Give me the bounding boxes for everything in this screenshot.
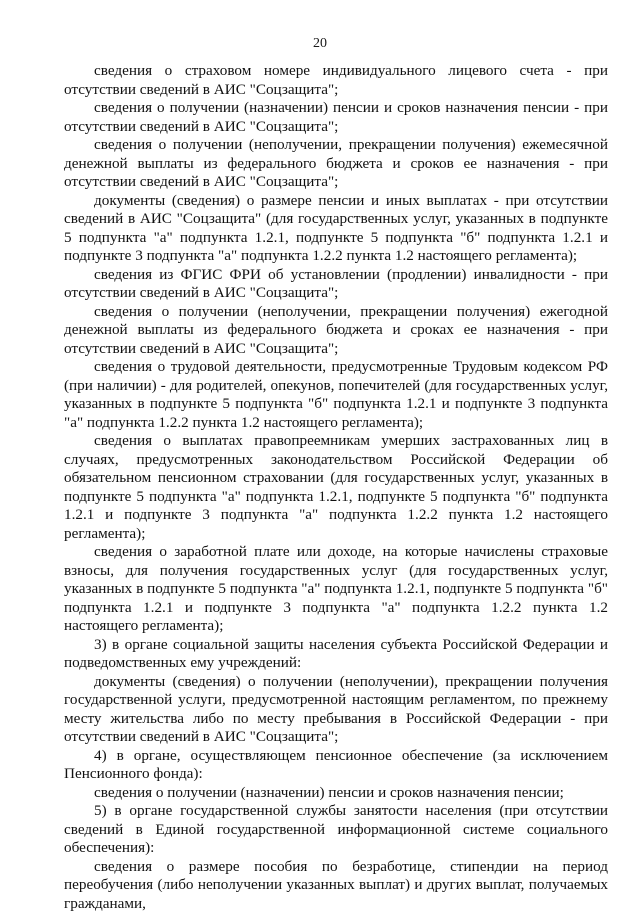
paragraph: сведения о заработной плате или доходе, на которые начислены страховые взносы, для получения государственных услуг (для государственных услуг, указанных в подпункте 5 подпункта "а" подпункта 1.2.1, подпункте 5 подпункта "б" подпункта 1.2.1 и подпункте 3 подпункта "а" подпункта 1.2.2 пункта 1.2 настоящего регламента); [64,543,608,636]
paragraph: документы (сведения) о размере пенсии и иных выплатах - при отсутствии сведений в АИС "Соцзащита" (для государственных услуг, указанных в подпункте 5 подпункта "а" подпункта 1.2.1, подпункте 5 подпункта "б" подпункта 1.2.1 и подпункте 3 подпункта "а" подпункта 1.2.2 пункта 1.2 настоящего регламента); [64,192,608,266]
paragraph: сведения о размере пособия по безработице, стипендии на период переобучения (либо неполучении указанных выплат) и других выплат, получаемых гражданами, [64,858,608,913]
page-number: 20 [0,36,640,52]
paragraph: 4) в органе, осуществляющем пенсионное обеспечение (за исключением Пенсионного фонда): [64,747,608,784]
paragraph: 3) в органе социальной защиты населения субъекта Российской Федерации и подведомственных ему учреждений: [64,636,608,673]
paragraph: документы (сведения) о получении (неполучении), прекращении получения государственной услуги, предусмотренной настоящим регламентом, по прежнему месту жительства либо по месту пребывания в Российской Федерации - при отсутствии сведений в АИС "Соцзащита"; [64,673,608,747]
paragraph: сведения о трудовой деятельности, предусмотренные Трудовым кодексом РФ (при наличии) - для родителей, опекунов, попечителей (для государственных услуг, указанных в подпункте 5 подпункта "б" подпункта 1.2.1 и подпункте 3 подпункта "а" подпункта 1.2.2 пункта 1.2 настоящего регламента); [64,358,608,432]
paragraph: сведения о получении (неполучении, прекращении получения) ежегодной денежной выплаты из федерального бюджета и сроках ее назначения - при отсутствии сведений в АИС "Соцзащита"; [64,303,608,359]
paragraph: сведения из ФГИС ФРИ об установлении (продлении) инвалидности - при отсутствии сведений в АИС "Соцзащита"; [64,266,608,303]
document-body [64,62,608,913]
paragraph: сведения о получении (назначении) пенсии и сроков назначения пенсии - при отсутствии сведений в АИС "Соцзащита"; [64,99,608,136]
paragraph: сведения о страховом номере индивидуального лицевого счета - при отсутствии сведений в АИС "Соцзащита"; [64,62,608,99]
paragraph: сведения о получении (неполучении, прекращении получения) ежемесячной денежной выплаты из федерального бюджета и сроков ее назначения - при отсутствии сведений в АИС "Соцзащита"; [64,136,608,192]
paragraph: сведения о выплатах правопреемникам умерших застрахованных лиц в случаях, предусмотренных законодательством Российской Федерации об обязательном пенсионном страховании (для государственных услуг, указанных в подпункте 5 подпункта "а" подпункта 1.2.1, подпункте 5 подпункта "б" подпункта 1.2.1 и подпункте 3 подпункта "а" подпункта 1.2.2 пункта 1.2 настоящего регламента); [64,432,608,543]
paragraph: сведения о получении (назначении) пенсии и сроков назначения пенсии; [64,784,608,803]
paragraph: 5) в органе государственной службы занятости населения (при отсутствии сведений в Единой государственной информационной системе социального обеспечения): [64,802,608,858]
